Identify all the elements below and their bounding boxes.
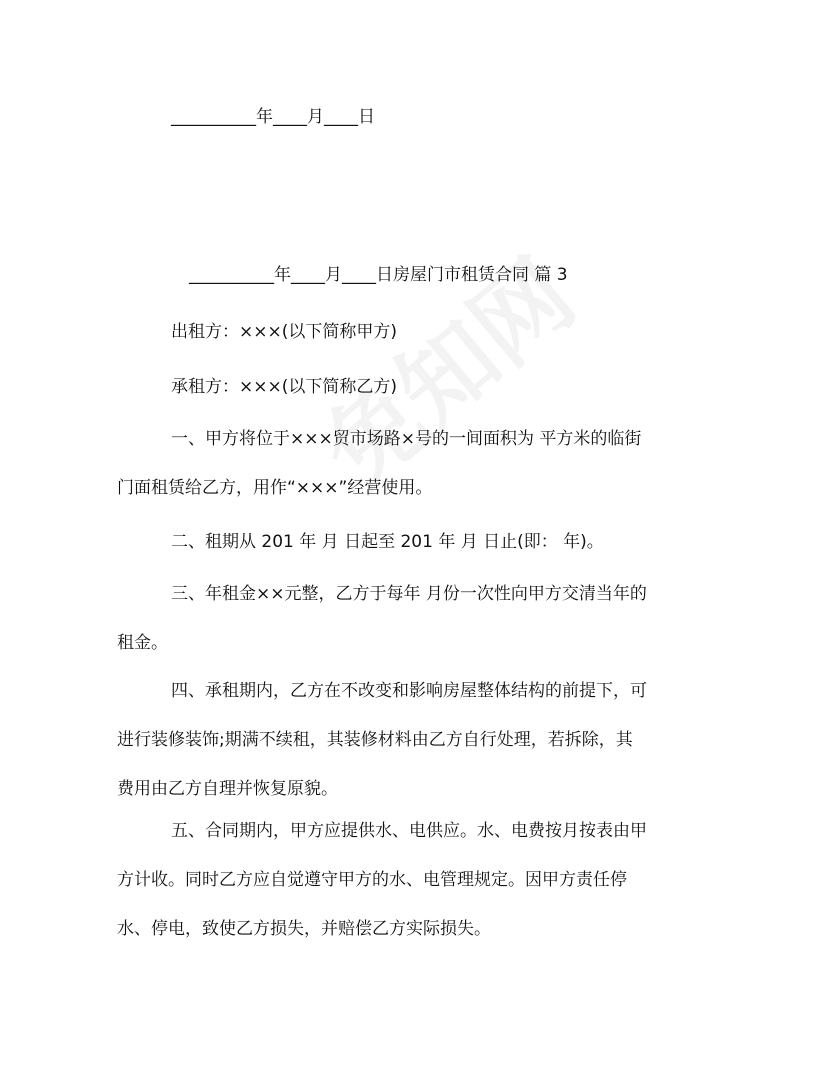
clause-5-line-1: 五、合同期内，甲方应提供水、电供应。水、电费按月按表由甲 bbox=[171, 821, 647, 841]
clause-4 bbox=[117, 667, 717, 814]
document-title: __________年____月____日房屋门市租赁合同 篇 3 bbox=[189, 265, 568, 285]
date-line: __________年____月____日 bbox=[171, 107, 375, 127]
clause-1 bbox=[117, 415, 717, 513]
clause-5 bbox=[117, 807, 717, 954]
clause-2-line-1: 二、租期从 201 年 月 日起至 201 年 月 日止(即： 年)。 bbox=[171, 532, 604, 552]
lessor-line: 出租方：×××(以下简称甲方) bbox=[171, 322, 397, 342]
clause-4-line-3: 费用由乙方自理并恢复原貌。 bbox=[117, 779, 338, 799]
clause-5-line-2: 方计收。同时乙方应自觉遵守甲方的水、电管理规定。因甲方责任停 bbox=[117, 870, 627, 890]
clause-4-line-2: 进行装修装饰;期满不续租，其装修材料由乙方自行处理，若拆除，其 bbox=[117, 730, 633, 750]
lessee-line: 承租方：×××(以下简称乙方) bbox=[171, 377, 397, 397]
clause-5-line-3: 水、停电，致使乙方损失，并赔偿乙方实际损失。 bbox=[117, 919, 491, 939]
clause-3-line-2: 租金。 bbox=[117, 633, 168, 653]
clause-2 bbox=[117, 518, 717, 567]
clause-3 bbox=[117, 570, 717, 668]
clause-3-line-1: 三、年租金××元整，乙方于每年 月份一次性向甲方交清当年的 bbox=[171, 584, 647, 604]
clause-1-line-2: 门面租赁给乙方，用作“×××”经营使用。 bbox=[117, 478, 433, 498]
clause-4-line-1: 四、承租期内，乙方在不改变和影响房屋整体结构的前提下，可 bbox=[171, 681, 647, 701]
clause-1-line-1: 一、甲方将位于×××贸市场路×号的一间面积为 平方米的临街 bbox=[171, 429, 642, 449]
